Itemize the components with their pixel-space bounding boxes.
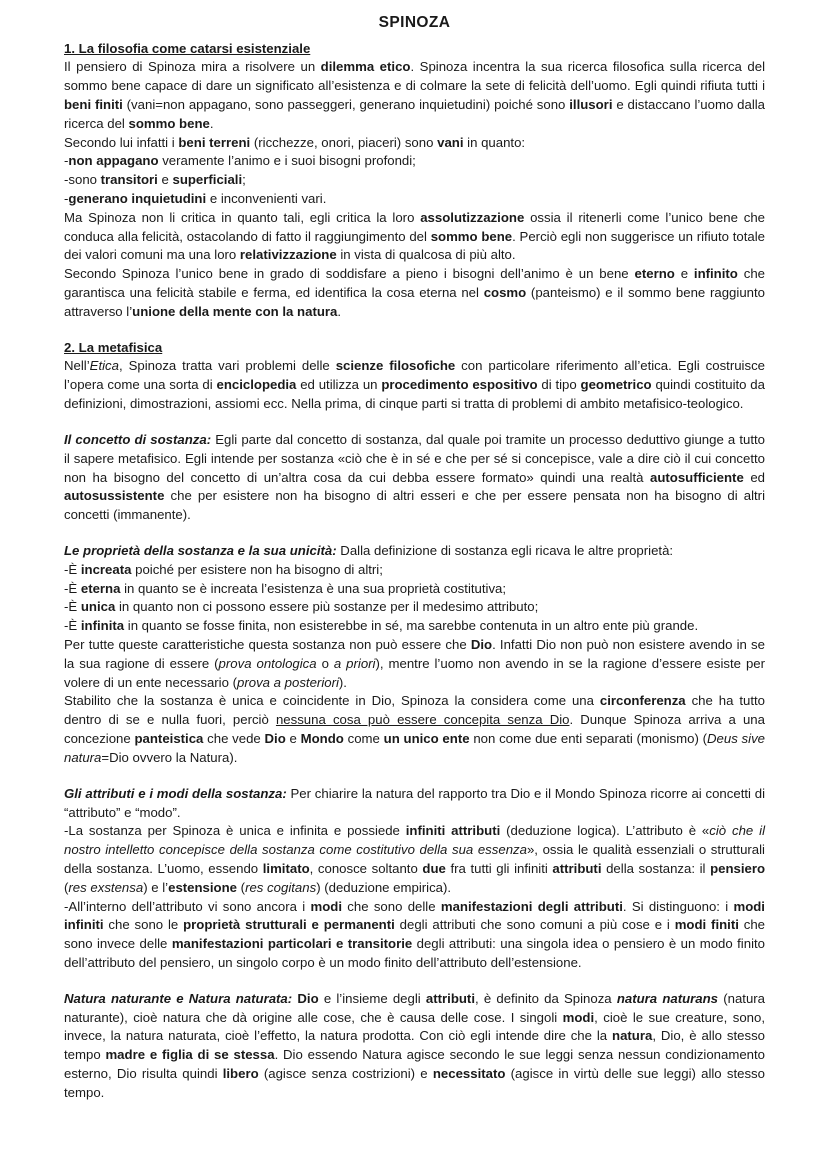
text-run: che ha tutto dentro di se e nulla fuori, perciò bbox=[64, 693, 765, 728]
paragraph-spacer bbox=[64, 973, 765, 990]
section-heading-1: 1. La filosofia come catarsi esistenziale bbox=[64, 40, 311, 56]
subsection2-list-item-2 bbox=[64, 580, 765, 599]
bold-run: modi bbox=[562, 1009, 595, 1025]
text-run: Ma Spinoza non li critica in quanto tali, egli critica la loro bbox=[64, 209, 421, 225]
bold-run: procedimento espositivo bbox=[381, 377, 538, 393]
text-run: (ricchezze, onori, piaceri) sono bbox=[250, 134, 438, 150]
text-run: ) (deduzione empirica). bbox=[316, 879, 452, 895]
text-run: che sono le bbox=[103, 917, 184, 933]
text-run: . bbox=[337, 303, 342, 319]
bold-run: circonferenza bbox=[599, 693, 686, 709]
text-run: . Infatti Dio non può non esistere avendo in se la sua ragione di essere ( bbox=[64, 637, 765, 671]
section1-paragraph-3 bbox=[64, 209, 765, 265]
text-run: di tipo bbox=[537, 377, 581, 393]
bold-run: proprietà strutturali e permanenti bbox=[183, 917, 395, 933]
text-run: , Dio, è allo stesso tempo bbox=[64, 1028, 765, 1063]
paragraph-spacer bbox=[64, 414, 765, 431]
text-run: -È bbox=[64, 618, 81, 634]
text-run: Stabilito che la sostanza è unica e coincidente in Dio, Spinoza la considera come una bbox=[64, 693, 600, 709]
section-heading-2: 2. La metafisica bbox=[64, 339, 163, 355]
text-run: ). bbox=[338, 674, 347, 690]
text-run: ), mentre l’uomo non avendo in se la ragione d’essere esiste per volere di un ente necessario ( bbox=[64, 655, 766, 690]
page-title: SPINOZA bbox=[378, 14, 451, 31]
italic-run: res cogitans bbox=[245, 879, 317, 895]
subsection2-list-item-1 bbox=[64, 561, 765, 580]
italic-run: Deus sive natura bbox=[64, 731, 765, 765]
text-run: Secondo Spinoza l’unico bene in grado di soddisfare a pieno i bisogni dell’animo è un bene bbox=[64, 266, 635, 282]
text-run: . Perciò egli non suggerisce un rifiuto totale dei valori comuni ma una loro bbox=[64, 228, 765, 263]
bold-run: sommo bene bbox=[430, 228, 513, 244]
italic-run: res exstensa bbox=[68, 879, 144, 895]
subsection3-paragraph-1 bbox=[64, 822, 765, 897]
subsection-natura-naturante bbox=[64, 990, 765, 1103]
section1-list-item-1 bbox=[64, 152, 765, 171]
bold-run: infinita bbox=[80, 618, 125, 634]
text-run: », ossia le qualità essenziali o strutturali della sostanza. L’uomo, essendo bbox=[64, 842, 765, 876]
bold-run: cosmo bbox=[483, 285, 527, 301]
section1-paragraph-2 bbox=[64, 134, 765, 153]
text-run: , conosce soltanto bbox=[309, 860, 423, 876]
text-run: degli attributi che sono comuni a più cose e i bbox=[394, 917, 675, 933]
text-run: e distaccano l’uomo dalla ricerca del bbox=[64, 96, 766, 131]
bold-run: madre e figlia di se stessa bbox=[105, 1047, 275, 1063]
text-run: - bbox=[64, 191, 69, 207]
bold-run: natura bbox=[612, 1028, 653, 1044]
text-run: (vani=non appagano, sono passeggeri, generano inquietudini) poiché sono bbox=[122, 96, 570, 112]
bold-run: panteistica bbox=[134, 731, 204, 747]
subsection3-paragraph-2 bbox=[64, 898, 765, 973]
text-run: e bbox=[674, 266, 694, 282]
text-run: veramente l’animo e i suoi bisogni profondi; bbox=[158, 153, 416, 169]
text-run: Secondo lui infatti i bbox=[64, 134, 179, 150]
text-run: in quanto: bbox=[463, 134, 526, 150]
bold-run: un unico ente bbox=[383, 731, 470, 747]
text-run: Per chiarire la natura del rapporto tra Dio e il Mondo Spinoza ricorre ai concetti di “attributo” e “modo”. bbox=[64, 785, 765, 820]
text-run: - bbox=[64, 153, 69, 169]
text-run: -È bbox=[64, 599, 81, 615]
text-run: o bbox=[316, 655, 334, 671]
text-run: fra tutti gli infiniti bbox=[445, 860, 553, 876]
bold-run: manifestazioni degli attributi bbox=[440, 898, 623, 914]
text-run: . Dunque Spinoza arriva a una concezione bbox=[64, 712, 765, 747]
subsection-label: Le proprietà della sostanza e la sua unicità: bbox=[64, 542, 337, 558]
text-run: . bbox=[209, 115, 214, 131]
bold-run: due bbox=[422, 860, 446, 876]
text-run: , cioè le sue creature, sono, invece, la natura naturata, cioè l’effetto, la natura prodotta. Con ciò egli intende dire che la bbox=[64, 1009, 765, 1044]
text-run: come bbox=[343, 731, 384, 747]
bold-run: autosufficiente bbox=[650, 469, 744, 485]
italic-run: prova ontologica bbox=[218, 655, 317, 671]
bold-run: infinito bbox=[693, 266, 738, 282]
bold-run: transitori bbox=[100, 172, 158, 188]
bold-run: unica bbox=[80, 599, 116, 615]
bold-run: unione della mente con la natura bbox=[132, 303, 338, 319]
bold-run: scienze filosofiche bbox=[335, 358, 456, 374]
subsection2-paragraph-1 bbox=[64, 636, 765, 692]
text-run: Nell’ bbox=[64, 358, 90, 374]
section1-paragraph-4 bbox=[64, 265, 765, 321]
bold-run: attributi bbox=[425, 990, 475, 1006]
subsection2-paragraph-2 bbox=[64, 692, 765, 767]
text-run: -sono bbox=[64, 172, 101, 188]
bold-run: attributi bbox=[552, 860, 602, 876]
text-run: (agisce senza costrizioni) e bbox=[258, 1066, 433, 1082]
text-run: -La sostanza per Spinoza è unica e infinita e possiede bbox=[64, 823, 406, 839]
paragraph-spacer bbox=[64, 768, 765, 785]
bold-run: assolutizzazione bbox=[420, 209, 525, 225]
text-run: in quanto non ci possono essere più sostanze per il medesimo attributo; bbox=[115, 599, 539, 615]
subsection-label: Gli attributi e i modi della sostanza: bbox=[64, 785, 287, 801]
subsection-proprieta-sostanza bbox=[64, 542, 765, 561]
text-run: ossia il ritenerli come l’unico bene che conduca alla felicità, ostacolando di fatto il raggiungimento del bbox=[64, 209, 765, 244]
bold-run: estensione bbox=[168, 879, 238, 895]
text-run: degli attributi: una singola idea o pensiero è un modo finito dell’attributo del pensiero, un singolo corpo è un modo finito dell’attributo dell’estensione. bbox=[64, 936, 765, 970]
text-run: con particolare riferimento all’etica. Egli costruisce l’opera come una sorta di bbox=[64, 358, 766, 393]
bold-run: Dio bbox=[264, 731, 286, 747]
text-run: (deduzione logica). L’attributo è « bbox=[500, 823, 710, 839]
text-run: che per esistere non ha bisogno di altri esseri e che per essere pensata non ha bisogno di altri concetti (immanente). bbox=[64, 488, 765, 523]
bold-run: autosussistente bbox=[64, 488, 165, 504]
paragraph-spacer bbox=[64, 322, 765, 339]
text-run: . Spinoza incentra la sua ricerca filosofica sulla ricerca del sommo bene capace di dare un significato all’esistenza e di colmare la sete di felicità dell’uomo. Egli quindi rifiuta tutti i bbox=[64, 59, 765, 94]
underlined-run: nessuna cosa può essere concepita senza Dio bbox=[275, 712, 570, 728]
bold-run: non appagano bbox=[68, 153, 159, 169]
bold-run: sommo bene bbox=[128, 115, 210, 131]
bold-run: beni terreni bbox=[178, 134, 251, 150]
bold-run: illusori bbox=[569, 96, 613, 112]
bold-run: Mondo bbox=[300, 731, 344, 747]
subsection2-list-item-4 bbox=[64, 617, 765, 636]
text-run: ed utilizza un bbox=[296, 377, 382, 393]
bold-run: generano inquietudini bbox=[68, 191, 207, 207]
text-run: -È bbox=[64, 580, 81, 596]
bold-run: beni finiti bbox=[64, 96, 123, 112]
text-run: che vede bbox=[203, 731, 265, 747]
text-run: poiché per esistere non ha bisogno di altri; bbox=[131, 561, 383, 577]
text-run: =Dio ovvero la Natura). bbox=[101, 749, 238, 765]
text-run: , Spinoza tratta vari problemi delle bbox=[118, 358, 336, 374]
text-run: che sono invece delle bbox=[64, 917, 766, 952]
text-run: ; bbox=[242, 172, 246, 188]
text-run: in vista di qualcosa di più alto. bbox=[336, 247, 516, 263]
italic-run: ciò che il nostro intelletto concepisce della sostanza come costitutivo della sua essenza bbox=[64, 823, 765, 858]
text-run: -All’interno dell’attributo vi sono ancora i bbox=[64, 898, 311, 914]
bold-run: necessitato bbox=[432, 1066, 506, 1082]
text-run: (natura naturante), cioè natura che dà origine alle cose, che è causa delle cose. I singoli bbox=[64, 990, 766, 1025]
text-run: ( bbox=[237, 879, 246, 895]
text-run: in quanto se è increata l’esistenza è una sua proprietà costitutiva; bbox=[120, 580, 507, 596]
text-run: ( bbox=[64, 879, 69, 895]
bold-run: dilemma etico bbox=[320, 59, 411, 75]
subsection2-list-item-3 bbox=[64, 598, 765, 617]
bold-run: Dio bbox=[470, 637, 493, 652]
text-run: ed bbox=[743, 469, 765, 485]
bold-run: eterno bbox=[634, 266, 675, 282]
bold-run: superficiali bbox=[172, 172, 243, 188]
bold-run: enciclopedia bbox=[216, 377, 297, 393]
text-run: e bbox=[157, 172, 173, 188]
text-run: (agisce in virtù delle sue leggi) allo stesso tempo. bbox=[64, 1066, 765, 1100]
text-run: . Dio essendo Natura agisce secondo le sue leggi senza nessun condizionamento esterno, Dio risulta quindi bbox=[64, 1047, 765, 1082]
bold-run: eterna bbox=[80, 580, 121, 596]
bold-run: modi infiniti bbox=[64, 898, 765, 933]
bold-run: Dio bbox=[297, 990, 319, 1006]
bold-run: limitato bbox=[262, 860, 310, 876]
bold-run: modi bbox=[310, 898, 342, 914]
section1-list-item-3 bbox=[64, 190, 765, 209]
bold-italic-run: natura naturans bbox=[616, 990, 719, 1006]
section1-paragraph-1 bbox=[64, 58, 765, 133]
subsection-attributi-modi bbox=[64, 785, 765, 823]
bold-run: relativizzazione bbox=[239, 247, 337, 263]
text-run: che sono delle bbox=[342, 898, 441, 914]
text-run: (panteismo) e il sommo bene raggiunto attraverso l’ bbox=[64, 285, 765, 319]
text-run: in quanto se fosse finita, non esisterebbe in sé, ma sarebbe contenuta in un altro ente più grande. bbox=[124, 618, 699, 634]
bold-run: vani bbox=[437, 134, 464, 150]
text-run: e inconvenienti vari. bbox=[206, 191, 327, 207]
subsection-label: Natura naturante e Natura naturata: bbox=[64, 990, 293, 1006]
text-run: e bbox=[285, 731, 301, 747]
bold-run: geometrico bbox=[580, 377, 652, 393]
bold-run: libero bbox=[222, 1066, 259, 1082]
subsection-concetto-di-sostanza bbox=[64, 431, 765, 525]
italic-run: Etica bbox=[89, 358, 119, 374]
text-run: ) e l’ bbox=[143, 879, 169, 895]
bold-run: increata bbox=[80, 561, 132, 577]
section1-list-item-2 bbox=[64, 171, 765, 190]
text-run: non come due enti separati (monismo) ( bbox=[469, 731, 707, 747]
text-run: della sostanza: il bbox=[601, 860, 711, 876]
text-run: Per tutte queste caratteristiche questa sostanza non può essere che bbox=[64, 637, 471, 652]
text-run: . Si distinguono: i bbox=[622, 898, 734, 914]
text-run: quindi costituito da definizioni, dimostrazioni, assiomi ecc. Nella prima, di cinque parti si tratta di problemi di ambito metafisico-teologico. bbox=[64, 377, 765, 412]
paragraph-spacer bbox=[64, 525, 765, 542]
italic-run: a priori bbox=[333, 655, 376, 671]
bold-run: pensiero bbox=[710, 860, 766, 876]
text-run: Dalla definizione di sostanza egli ricava le altre proprietà: bbox=[336, 542, 674, 558]
text-run: -È bbox=[64, 561, 81, 577]
text-run: Egli parte dal concetto di sostanza, dal quale poi tramite un processo deduttivo giunge a tutto il sapere metafisico. Egli intende per sostanza «ciò che è in sé e che per sé si concepisce, vale a dire ciò il cui concetto non ha bisogno del concetto di un’altra cosa da cui debba essere formato» quindi una realtà bbox=[64, 431, 765, 485]
text-run: che garantisca una felicità stabile e ferma, ed identifica la cosa eterna nel bbox=[64, 266, 765, 301]
text-run: e l’insieme degli bbox=[318, 990, 426, 1006]
section2-paragraph-1 bbox=[64, 357, 765, 413]
text-run: , è definito da Spinoza bbox=[475, 990, 617, 1006]
bold-run: manifestazioni particolari e transitorie bbox=[171, 936, 413, 952]
text-run: Il pensiero di Spinoza mira a risolvere un bbox=[64, 59, 321, 75]
subsection-label: Il concetto di sostanza: bbox=[64, 431, 212, 447]
bold-run: infiniti attributi bbox=[405, 823, 501, 839]
bold-run: modi finiti bbox=[674, 917, 739, 933]
italic-run: prova a posteriori bbox=[237, 674, 339, 690]
